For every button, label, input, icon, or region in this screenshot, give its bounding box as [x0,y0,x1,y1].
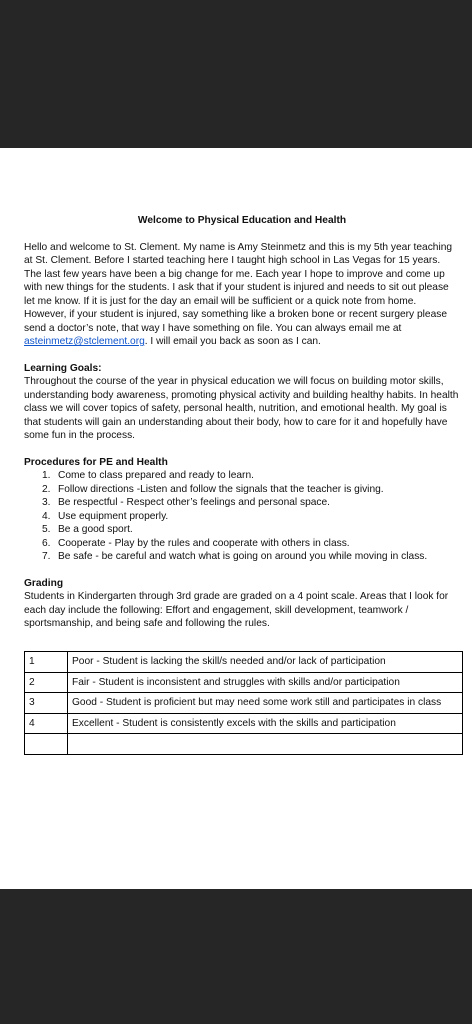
table-row [25,713,463,734]
list-item [42,496,460,510]
intro-paragraph [24,241,460,349]
learning-goals-text: Throughout the course of the year in physical education we will focus on building motor skills, understanding body awareness, promoting physical activity and building healthy habits. In health class we will cover topics of safety, personal health, nutrition, and emotional health. My goal is that students will gain an understanding about their body, how to care for it and hopefully have some fun in the process. [24,376,459,441]
grading-table [24,651,463,755]
document-page [0,148,472,889]
grading-text: Students in Kindergarten through 3rd grade are graded on a 4 point scale. Areas that I look for each day include the following: Effort and engagement, skill development, teamwork / sportsmanship, and being safe and following the rules. [24,591,449,629]
top-dark-bar [0,0,472,148]
intro-closing: . I will email you back as soon as I can. [144,336,321,347]
grading-heading: Grading [24,577,64,589]
table-row [25,693,463,714]
list-item-number: 1. [42,470,51,481]
document-content [24,214,460,644]
list-item [42,469,460,483]
bottom-dark-bar [0,889,472,1024]
table-row [25,652,463,673]
list-item [42,483,460,497]
grade-level-cell [25,734,68,755]
list-item-text: Follow directions -Listen and follow the signals that the teacher is giving. [58,483,384,495]
grade-description-cell: Fair - Student is inconsistent and struggles with skills and/or participation [68,672,463,693]
list-item-number: 4. [42,510,51,522]
grade-description-cell: Poor - Student is lacking the skill/s needed and/or lack of participation [68,652,463,673]
list-item-text: Come to class prepared and ready to learn. [58,470,254,481]
list-item [42,523,460,537]
list-item-number: 6. [42,537,51,549]
list-item-number: 2. [42,483,51,495]
procedures-heading: Procedures for PE and Health [24,456,168,468]
list-item-number: 5. [42,524,51,535]
list-item-text: Be safe - be careful and watch what is going on around you while moving in class. [58,551,428,562]
list-item-number: 3. [42,497,51,508]
document-title: Welcome to Physical Education and Health [137,215,347,226]
intro-text: Hello and welcome to St. Clement. My name is Amy Steinmetz and this is my 5th year teaching at St. Clement. Before I started teaching here I taught high school in Las Vegas for 15 years. The last few years have been a big change for me. Each year I hope to improve and come up with new things for the students. I ask that if your student is injured and needs to sit out please let me know. If it is just for the day an email will be sufficient or a quick note from home. However, if your student is injured, say something like a broken bone or recent surgery please send a doctor’s note, that way I have something on file. You can always email me at [24,241,453,334]
table-row [25,672,463,693]
list-item-text: Be a good sport. [58,524,133,535]
list-item-text: Use equipment properly. [58,510,169,522]
grade-level-cell: 1 [25,652,68,673]
learning-goals-heading: Learning Goals: [24,362,102,374]
list-item [42,510,460,524]
list-item-text: Be respectful - Respect other’s feelings and personal space. [58,497,331,508]
list-item-text: Cooperate - Play by the rules and cooperate with others in class. [58,537,350,549]
grade-level-cell: 2 [25,672,68,693]
grade-description-cell [68,734,463,755]
list-item [42,537,460,551]
grade-description-cell: Excellent - Student is consistently excels with the skills and participation [68,713,463,734]
procedures-list [24,469,460,564]
grade-description-cell: Good - Student is proficient but may need some work still and participates in class [68,693,463,714]
email-link[interactable]: asteinmetz@stclement.org [24,336,145,347]
grade-level-cell: 4 [25,713,68,734]
table-row [25,734,463,755]
list-item [42,550,460,564]
list-item-number: 7. [42,551,51,562]
grade-level-cell: 3 [25,693,68,714]
